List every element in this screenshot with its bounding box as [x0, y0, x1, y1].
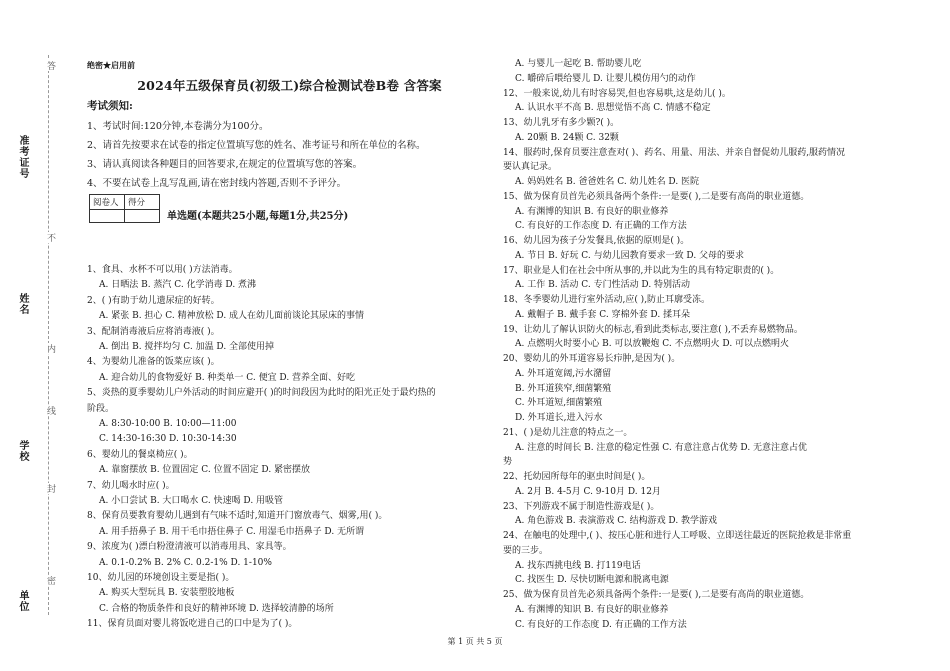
exam-title: 2024年五级保育员(初级工)综合检测试卷B卷 含答案: [137, 78, 442, 93]
binding-strip: [0, 0, 60, 671]
question-text: 12、一般来说,幼儿有时容易哭,但也容易哄,这是幼儿( )。: [503, 88, 731, 99]
question-text: 3、配制消毒液后应将消毒液( )。: [87, 326, 220, 337]
answer-options: A. 迎合幼儿的食物爱好 B. 种类单一 C. 便宜 D. 营养全面、好吃: [99, 372, 356, 383]
notice-item: 1、考试时间:120分钟,本卷满分为100分。: [87, 121, 269, 132]
answer-options: C. 14:30-16:30 D. 10:30-14:30: [99, 434, 237, 445]
answer-options: A. 戴帽子 B. 戴手套 C. 穿棉外套 D. 揉耳朵: [515, 309, 691, 320]
answer-options: A. 2月 B. 4-5月 C. 9-10月 D. 12月: [515, 486, 661, 497]
question-text: 4、为婴幼儿准备的饭菜应该( )。: [87, 357, 220, 368]
page-footer: 第 1 页 共 5 页: [447, 637, 503, 646]
answer-options: A. 角色游戏 B. 表演游戏 C. 结构游戏 D. 教学游戏: [515, 516, 718, 527]
answer-options: B. 外耳道狭窄,细菌繁殖: [515, 383, 612, 394]
notice-item: 4、不要在试卷上乱写乱画,请在密封线内答题,否则不予评分。: [87, 178, 347, 189]
name-label: 姓名: [17, 293, 28, 315]
question-text: 10、幼儿园的环境创设主要是指( )。: [87, 573, 235, 583]
answer-options: A. 用手捂鼻子 B. 用干毛巾捂住鼻子 C. 用湿毛巾捂鼻子 D. 无所谓: [99, 526, 365, 537]
seal-char: 答: [45, 61, 55, 70]
answer-options: A. 找东西挑电线 B. 打119电话: [515, 560, 641, 571]
question-text: 19、让幼儿了解认识防火的标志,看到此类标志,要注意( ),不丢弃易燃物品。: [503, 324, 803, 335]
answer-options: A. 有渊博的知识 B. 有良好的职业修养: [515, 206, 669, 217]
question-text: 15、做为保育员首先必须具备两个条件:一是要( ),二是要有高尚的职业道德。: [503, 191, 810, 202]
answer-options: A. 与婴儿一起吃 B. 帮助婴儿吃: [515, 59, 642, 69]
answer-options: A. 小口尝试 B. 大口喝水 C. 快速喝 D. 用吸管: [99, 496, 284, 506]
reviewer-cell: 阅卷人: [90, 195, 125, 210]
answer-options: C. 找医生 D. 尽快切断电源和脱离电源: [515, 575, 669, 586]
question-text: 6、婴幼儿的餐桌椅应( )。: [87, 449, 193, 460]
question-text: 9、浓度为( )漂白粉澄清液可以消毒用具、家具等。: [87, 542, 292, 553]
answer-options: A. 20颗 B. 24颗 C. 32颗: [515, 132, 619, 143]
question-text: 24、在触电的处理中,( )、按压心脏和进行人工呼吸、立即送往最近的医院抢救是非常重: [503, 531, 852, 541]
question-text: 7、幼儿喝水时应( )。: [87, 480, 175, 491]
unit-label: 单位: [17, 590, 28, 612]
answer-options: A. 购买大型玩具 B. 安装塑胶地板: [99, 588, 235, 599]
answer-options: A. 认识水平不高 B. 思想觉悟不高 C. 情感不稳定: [515, 103, 711, 114]
question-text: 8、保育员要教育婴幼儿遇到有气味不适时,知道开门窗放毒气、烟雾,用( )。: [87, 511, 388, 522]
question-text: 5、炎热的夏季婴幼儿户外活动的时间应避开( )的时间段因为此时的阳光正处于最灼热的: [87, 388, 436, 399]
question-text: 要认真记录。: [503, 162, 558, 173]
question-text: 25、做为保育员首先必须具备两个条件:一是要( ),二是要有高尚的职业道德。: [503, 590, 810, 600]
answer-options: A. 倒出 B. 搅拌均匀 C. 加温 D. 全部使用掉: [99, 342, 275, 352]
question-text: 21、( )是幼儿注意的特点之一。: [503, 427, 633, 438]
score-cell: 得分: [125, 195, 160, 210]
seal-char: 线: [45, 406, 55, 415]
seal-char: 密: [45, 576, 55, 585]
answer-options: C. 合格的物质条件和良好的精神环境 D. 选择较清静的场所: [99, 603, 334, 614]
answer-options: A. 节日 B. 好玩 C. 与幼儿园教育要求一致 D. 父母的要求: [515, 250, 745, 261]
question-text: 11、保育员面对婴儿将饭吃进自己的口中是为了( )。: [87, 619, 298, 630]
question-text: 17、职业是人们在社会中所从事的,并以此为生的具有特定职责的( )。: [503, 265, 780, 276]
answer-options: C. 有良好的工作态度 D. 有正确的工作方法: [515, 619, 687, 630]
answer-options: A. 8:30-10:00 B. 10:00—11:00: [99, 419, 237, 429]
question-text: 16、幼儿园为孩子分发餐具,依据的原则是( )。: [503, 236, 690, 246]
answer-options: A. 点燃明火时要小心 B. 可以放鞭炮 C. 不点燃明火 D. 可以点燃明火: [515, 339, 790, 350]
school-label: 学校: [17, 440, 28, 462]
notice-item: 2、请首先按要求在试卷的指定位置填写您的姓名、准考证号和所在单位的名称。: [87, 140, 426, 151]
question-text: 22、托幼园所每年的驱虫时间是( )。: [503, 472, 651, 482]
answer-options: A. 外耳道宽阔,污水潴留: [515, 368, 612, 379]
seal-char: 不: [45, 233, 55, 242]
question-text: 13、幼儿乳牙有多少颗?( )。: [503, 118, 620, 128]
answer-options: D. 外耳道长,进入污水: [515, 413, 603, 423]
answer-options: A. 紧张 B. 担心 C. 精神放松 D. 成人在幼儿面前谈论其尿床的事情: [99, 311, 365, 322]
question-text: 2、( )有助于幼儿遗尿症的好转。: [87, 295, 220, 306]
question-text: 20、婴幼儿的外耳道容易长疖肿,是因为( )。: [503, 354, 681, 364]
candidate-number-label: 准考证号: [17, 135, 28, 179]
notice-title: 考试须知:: [87, 100, 133, 112]
answer-options: A. 日晒法 B. 蒸汽 C. 化学消毒 D. 煮沸: [99, 280, 257, 291]
answer-options: A. 妈妈姓名 B. 爸爸姓名 C. 幼儿姓名 D. 医院: [515, 177, 700, 187]
answer-options: C. 嚼碎后喂给婴儿 D. 让婴儿模仿用勺的动作: [515, 73, 696, 84]
question-text: 18、冬季婴幼儿进行室外活动,应( ),防止耳廓受冻。: [503, 295, 711, 305]
question-text: 23、下列游戏不属于制造性游戏是( )。: [503, 501, 660, 512]
reviewer-blank[interactable]: [90, 210, 125, 223]
answer-options: C. 外耳道短,细菌繁殖: [515, 398, 603, 409]
seal-line: [48, 55, 49, 615]
score-blank[interactable]: [125, 210, 160, 223]
answer-options: A. 工作 B. 活动 C. 专门性活动 D. 特别活动: [515, 280, 691, 291]
question-text: 要的三步。: [503, 545, 549, 556]
answer-options: A. 0.1-0.2% B. 2% C. 0.2-1% D. 1-10%: [99, 557, 272, 568]
seal-char: 封: [45, 484, 55, 493]
secret-tag: 绝密★启用前: [87, 60, 135, 70]
question-text: 势: [503, 457, 513, 468]
score-table: [89, 194, 160, 223]
notice-item: 3、请认真阅读各种题目的回答要求,在规定的位置填写您的答案。: [87, 159, 363, 170]
answer-options: A. 注意的时间长 B. 注意的稳定性强 C. 有意注意占优势 D. 无意注意占优: [515, 442, 808, 453]
section-heading: 单选题(本题共25小题,每题1分,共25分): [167, 211, 349, 222]
answer-options: A. 有渊博的知识 B. 有良好的职业修养: [515, 604, 669, 615]
answer-options: A. 靠窗摆放 B. 位置固定 C. 位置不固定 D. 紧密摆放: [99, 465, 311, 476]
question-text: 1、食具、水杯不可以用( )方法消毒。: [87, 265, 238, 275]
answer-options: C. 有良好的工作态度 D. 有正确的工作方法: [515, 221, 687, 232]
seal-char: 内: [45, 344, 55, 353]
question-text: 14、服药时,保育员要注意查对( )、药名、用量、用法、并亲自督促幼儿服药,服药情况: [503, 147, 846, 158]
question-text: 阶段。: [87, 403, 115, 414]
